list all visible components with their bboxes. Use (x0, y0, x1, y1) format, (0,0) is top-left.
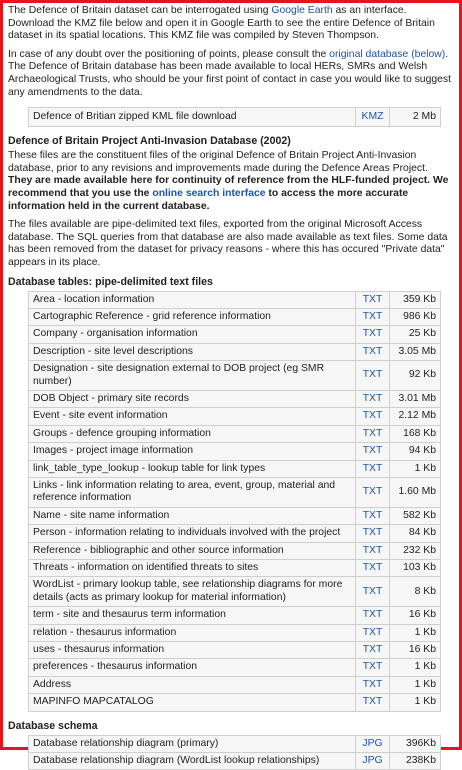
file-download-link[interactable]: TXT (362, 427, 383, 439)
file-description: Groups - defence grouping information (29, 425, 356, 442)
file-size: 396Kb (390, 735, 441, 752)
file-description: Images - project image information (29, 443, 356, 460)
file-description: DOB Object - primary site records (29, 390, 356, 407)
file-download-link[interactable]: TXT (362, 678, 383, 690)
file-description: Database relationship diagram (primary) (29, 735, 356, 752)
file-size: 582 Kb (390, 507, 441, 524)
file-size: 238Kb (390, 753, 441, 770)
table-row (29, 676, 441, 693)
file-download-link[interactable]: TXT (362, 445, 383, 457)
file-description: relation - thesaurus information (29, 624, 356, 641)
file-description: MAPINFO MAPCATALOG (29, 694, 356, 711)
file-description: Threats - information on identified threats to sites (29, 560, 356, 577)
file-description: Company - organisation information (29, 326, 356, 343)
file-description: Area - location information (29, 291, 356, 308)
table-row (29, 460, 441, 477)
file-size: 232 Kb (390, 542, 441, 559)
file-description: Reference - bibliographic and other source information (29, 542, 356, 559)
table-row (29, 642, 441, 659)
table-row (29, 525, 441, 542)
table-row (29, 390, 441, 407)
schema-table (28, 735, 441, 770)
file-size: 3.01 Mb (390, 390, 441, 407)
kml-size: 2 Mb (390, 108, 441, 127)
table-row (29, 753, 441, 770)
intro-text: In case of any doubt over the positioning of points, please consult the (8, 48, 330, 60)
table-row (29, 577, 441, 607)
file-size: 2.12 Mb (390, 408, 441, 425)
file-description: Person - information relating to individuals involved with the project (29, 525, 356, 542)
project-paragraph-2: The files available are pipe-delimited text files, exported from the original Microsoft Access database. The SQL queries from that database are also made available as text files. Some data has been removed from the dataset for privacy reasons - where this has occured "Private data" appears in its place. (8, 219, 448, 268)
table-row (29, 343, 441, 360)
file-download-link[interactable]: TXT (362, 410, 383, 422)
original-database-link[interactable]: original database (below) (329, 48, 446, 60)
project-heading: Defence of Britain Project Anti-Invasion Database (2002) (8, 135, 291, 148)
file-size: 1 Kb (390, 624, 441, 641)
file-size: 986 Kb (390, 308, 441, 325)
table-row (29, 326, 441, 343)
content (8, 5, 454, 770)
intro-text: . The Defence of Britain database has been made available to local HERs, SMRs and Welsh Archaeological Trusts, who should be your first point of contact in case you would like to suggest any amendments to the data. (8, 48, 451, 98)
table-row (29, 408, 441, 425)
file-description: WordList - primary lookup table, see relationship diagrams for more details (acts as primary lookup for material information) (29, 577, 356, 607)
file-size: 1.60 Mb (390, 477, 441, 507)
file-download-link[interactable]: TXT (362, 626, 383, 638)
file-description: uses - thesaurus information (29, 642, 356, 659)
file-download-link[interactable]: TXT (362, 392, 383, 404)
file-download-link[interactable]: TXT (362, 696, 383, 708)
file-description: term - site and thesaurus term information (29, 607, 356, 624)
intro-paragraph-1 (8, 5, 454, 43)
table-row (29, 361, 441, 391)
file-description: Name - site name information (29, 507, 356, 524)
file-size: 92 Kb (390, 361, 441, 391)
file-description: Cartographic Reference - grid reference information (29, 308, 356, 325)
online-search-link[interactable]: online search interface (152, 187, 266, 199)
file-description: Links - link information relating to area, event, group, material and reference information (29, 477, 356, 507)
file-size: 16 Kb (390, 607, 441, 624)
table-row (29, 291, 441, 308)
file-size: 16 Kb (390, 642, 441, 659)
table-row (29, 694, 441, 711)
table-row (29, 507, 441, 524)
file-size: 1 Kb (390, 460, 441, 477)
intro-text: as an interface. Download the KMZ file below and open it in Google Earth to see the entire Defence of Britain dataset in its spatial locations. This KMZ file was compiled by Steven Thompson. (8, 5, 435, 42)
file-download-link[interactable]: TXT (362, 310, 383, 322)
file-size: 1 Kb (390, 694, 441, 711)
file-download-link[interactable]: TXT (362, 661, 383, 673)
file-description: Event - site event information (29, 408, 356, 425)
file-download-link[interactable]: TXT (362, 585, 383, 597)
file-size: 25 Kb (390, 326, 441, 343)
file-download-link[interactable]: TXT (362, 293, 383, 305)
file-download-link[interactable]: TXT (362, 644, 383, 656)
intro-paragraph-2 (8, 49, 454, 99)
file-download-link[interactable]: TXT (362, 369, 383, 381)
file-size: 359 Kb (390, 291, 441, 308)
kml-label: Defence of Britian zipped KML file download (29, 108, 356, 127)
table-row (29, 607, 441, 624)
file-download-link[interactable]: TXT (362, 462, 383, 474)
file-description: Address (29, 676, 356, 693)
kml-download-table (28, 107, 441, 127)
file-size: 3.05 Mb (390, 343, 441, 360)
file-download-link[interactable]: TXT (362, 486, 383, 498)
file-size: 103 Kb (390, 560, 441, 577)
file-description: Designation - site designation external to DOB project (eg SMR number) (29, 361, 356, 391)
google-earth-link[interactable]: Google Earth (271, 5, 333, 16)
table-row (29, 659, 441, 676)
database-tables-table (28, 291, 441, 712)
file-size: 84 Kb (390, 525, 441, 542)
project-paragraph-1 (8, 150, 454, 213)
file-download-link[interactable]: JPG (362, 755, 383, 767)
file-description: link_table_type_lookup - lookup table for link types (29, 460, 356, 477)
intro-text: The Defence of Britain dataset can be interrogated using (8, 5, 272, 16)
file-download-link[interactable]: TXT (362, 509, 383, 521)
table-row (29, 308, 441, 325)
table-row (29, 542, 441, 559)
schema-heading: Database schema (8, 719, 98, 732)
project-text: These files are the constituent files of the original Defence of Britain Project Anti-Invasion database, prior to any revisions and improvements made during the Defence Areas Project. (8, 150, 428, 174)
file-size: 8 Kb (390, 577, 441, 607)
file-download-link[interactable]: JPG (362, 737, 383, 749)
tables-heading: Database tables: pipe-delimited text files (8, 275, 213, 288)
file-download-link[interactable]: TXT (362, 544, 383, 556)
file-size: 94 Kb (390, 443, 441, 460)
table-row (29, 477, 441, 507)
file-download-link[interactable]: TXT (362, 328, 383, 340)
file-description: Database relationship diagram (WordList lookup relationships) (29, 753, 356, 770)
table-row (29, 624, 441, 641)
file-description: preferences - thesaurus information (29, 659, 356, 676)
file-size: 1 Kb (390, 659, 441, 676)
file-download-link[interactable]: TXT (362, 345, 383, 357)
table-row (29, 560, 441, 577)
file-download-link[interactable]: TXT (362, 527, 383, 539)
kmz-link[interactable]: KMZ (361, 110, 384, 122)
file-description: Description - site level descriptions (29, 343, 356, 360)
file-size: 168 Kb (390, 425, 441, 442)
table-row (29, 443, 441, 460)
table-row (29, 425, 441, 442)
file-download-link[interactable]: TXT (362, 562, 383, 573)
file-size: 1 Kb (390, 676, 441, 693)
project-bold-text: to access the more accurate information held in the current database. (8, 187, 409, 212)
kml-row (29, 108, 441, 127)
project-bold-text: They are made available here for continuity of reference from the HLF-funded project. We recommend that you use the (8, 175, 449, 199)
file-download-link[interactable]: TXT (362, 609, 383, 621)
